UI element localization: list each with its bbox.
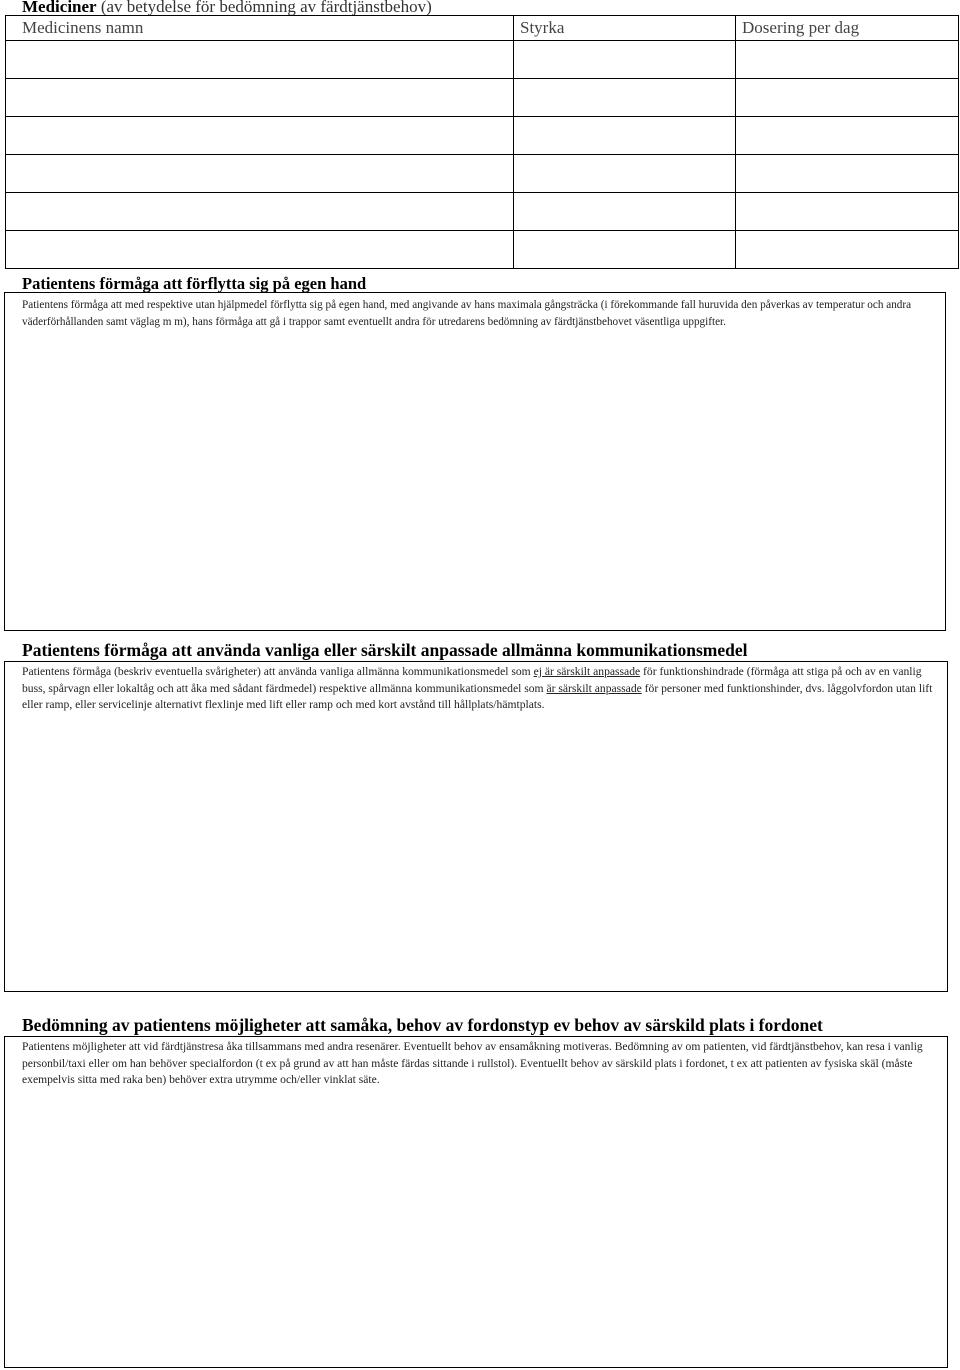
strength-cell[interactable] [514,193,736,231]
strength-cell[interactable] [514,231,736,269]
table-row [6,231,959,269]
medications-title: Mediciner [22,0,97,16]
table-row [6,193,959,231]
table-row [6,79,959,117]
mobility-answer-box[interactable] [4,292,946,631]
strength-cell[interactable] [514,117,736,155]
strength-cell[interactable] [514,41,736,79]
dosage-cell[interactable] [736,193,959,231]
table-row [6,117,959,155]
medicine-name-cell[interactable] [6,231,514,269]
transport-instructions-part1: Patientens förmåga (beskriv eventuella svårigheter) att använda vanliga allmänna kommunikationsmedel som [22,665,534,678]
mobility-section-title: Patientens förmåga att förflytta sig på egen hand [22,274,367,293]
dosage-cell[interactable] [736,231,959,269]
transport-section-title: Patientens förmåga att använda vanliga eller särskilt anpassade allmänna kommunikationsmedel [22,640,748,660]
shared-ride-instructions: Patientens möjligheter att vid färdtjänstresa åka tillsammans med andra resenärer. Eventuellt behov av ensamåkning motiveras. Bedömning av om patienten, vid färdtjänstbehov, kan resa i vanlig personbil/taxi eller om han behöver specialfordon (t ex på grund av att han måste färdas sittande i rullstol). Eventuellt behov av särskild plats i fordonet, t ex att patienten av fysiska skäl (måste exempelvis sitta med raka ben) behöver extra utrymme och/eller vinklat säte. [22,1040,923,1086]
mobility-instructions: Patientens förmåga att med respektive utan hjälpmedel förflytta sig på egen hand, med angivande av hans maximala gångsträcka (i förekommande fall huruvida den påverkas av temperatur och andra väderförhållanden samt väglag m m), hans förmåga att gå i trappor samt eventuellt andra för utredarens bedömning av färdtjänstbehovet väsentliga uppgifter. [22,299,912,328]
table-row [6,155,959,193]
transport-instructions-part3: för personer med funktionshinder, dvs. låggolvfordon utan lift eller ramp, eller servicelinje alternativt flexlinje med lift eller ramp och med kort avstånd till hållplats/hämtplats. [22,681,933,711]
transport-underline-not-adapted: ej är särskilt anpassade [533,665,641,678]
medications-subtitle: (av betydelse för bedömning av färdtjänstbehov) [100,0,432,16]
strength-cell[interactable] [514,155,736,193]
medications-table [5,15,959,269]
dosage-cell[interactable] [736,155,959,193]
strength-cell[interactable] [514,79,736,117]
shared-ride-section-title: Bedömning av patientens möjligheter att samåka, behov av fordonstyp ev behov av särskild plats i fordonet [22,1015,823,1035]
transport-underline-adapted: är särskilt anpassade [546,681,642,695]
column-medicine-name: Medicinens namn [6,16,514,41]
medicine-name-cell[interactable] [6,117,514,155]
medicine-name-cell[interactable] [6,155,514,193]
medicine-name-cell[interactable] [6,193,514,231]
transport-instructions [22,664,944,714]
dosage-cell[interactable] [736,117,959,155]
medicine-name-cell[interactable] [6,41,514,79]
dosage-cell[interactable] [736,41,959,79]
column-dosage: Dosering per dag [736,16,959,41]
medicine-name-cell[interactable] [6,79,514,117]
transport-instructions-part2: för funktionshindrade (förmåga att stiga på och av en vanlig buss, spårvagn eller lokaltåg och att åka med sådant färdmedel) respektive allmänna kommunikationsmedel som [22,665,922,695]
medications-header-row [6,16,959,41]
dosage-cell[interactable] [736,79,959,117]
table-row [6,41,959,79]
column-strength: Styrka [514,16,736,41]
